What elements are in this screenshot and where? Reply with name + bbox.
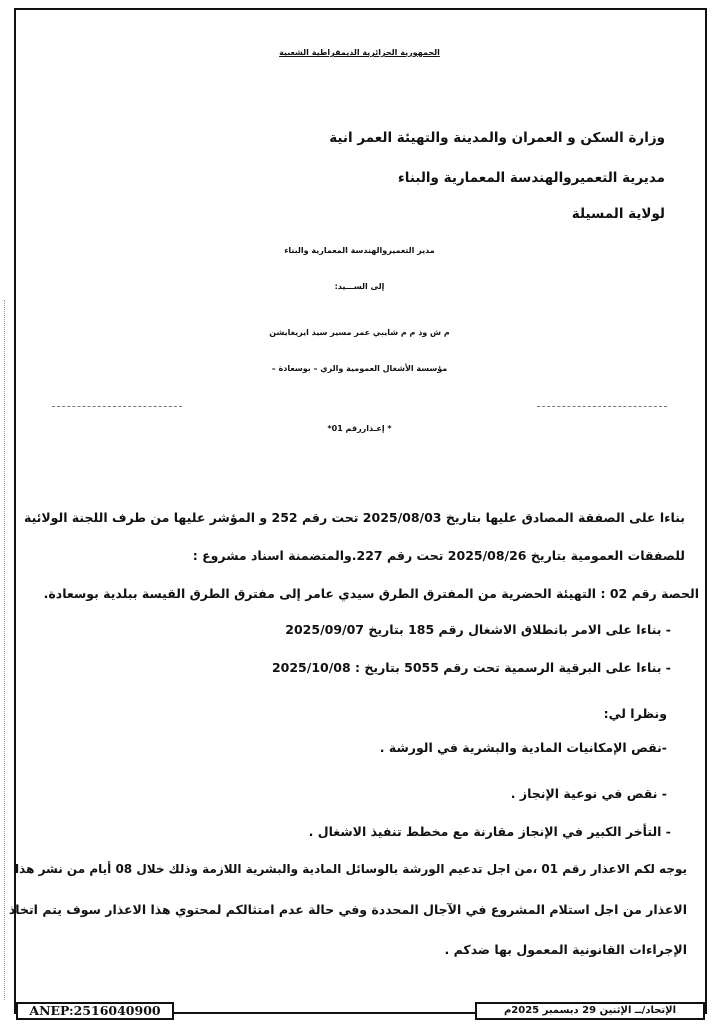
conclusion-line-2: الاعذار من اجل استلام المشروع في الآجال المحددة وفي حالة عدم امتثالكم لمحتوي هذا الاعذار سوف يتم اتخاذ xyxy=(8,902,687,917)
recipient-name: م ش وذ م م شايبي عمر مسير سيد ايريغايشن xyxy=(269,328,450,337)
body-paragraph-line-2: للصفقات العمومية بتاريخ 2025/08/26 تحت رقم 227.والمتضمنة اسناد مشروع : xyxy=(192,548,685,563)
recipient-company: مؤسسة الأشغال العمومية والري – بوسعادة – xyxy=(271,364,448,373)
body-paragraph-line-1: بناءا على الصفقة المصادق عليها بتاريخ 2025/08/03 تحت رقم 252 و المؤشر عليها من طرف اللجنة الولائية xyxy=(23,510,685,525)
bullet-start-order: - بناءا على الامر بانطلاق الاشغال رقم 185 بتاريخ 2025/09/07 xyxy=(285,622,671,637)
whereas-label: ونظرا لي: xyxy=(603,706,667,721)
reason-2: - نقص في نوعية الإنجاز . xyxy=(510,786,667,801)
director-title: مدير التعميروالهندسة المعمارية والبناء xyxy=(284,246,435,255)
conclusion-line-1: يوجه لكم الاعذار رقم 01 ،من اجل تدعيم الورشة بالوسائل المادية والبشرية اللازمة وذلك خلال 08 أيام من نشر هذا xyxy=(15,862,687,876)
province-name: لولاية المسيلة xyxy=(571,206,665,222)
recipient-to: إلى الســـيد: xyxy=(334,282,385,291)
reason-3: - التأخر الكبير في الإنجاز مقارنة مع مخطط تنفيذ الاشغال . xyxy=(308,824,671,839)
bullet-telegram: - بناءا على البرقية الرسمية تحت رقم 5055 بتاريخ : 2025/10/08 xyxy=(271,660,671,675)
project-lot: الحصة رقم 02 : التهيئة الحضرية من المفترق الطرق سيدي عامر إلى مفترق الطرق القيسة ببلدية بوسعادة. xyxy=(43,586,699,601)
newspaper-date: الإتحاد/ــ الإثنين 29 ديسمبر 2025م xyxy=(475,1002,705,1020)
conclusion-line-3: الإجراءات القانونية المعمول بها ضدكم . xyxy=(444,942,687,957)
notice-subject: * إعـذاررقم 01* xyxy=(327,424,392,433)
republic-title: الجمهورية الجزائرية الديمقراطية الشعبية xyxy=(279,48,440,57)
document-page xyxy=(8,10,701,1000)
ministry-name: وزارة السكن و العمران والمدينة والتهيئة العمر انية xyxy=(329,130,665,146)
margin-dots xyxy=(4,300,5,1000)
directorate-name: مديرية التعميروالهندسة المعمارية والبناء xyxy=(397,170,665,186)
anep-code: ANEP:2516040900 xyxy=(16,1002,174,1020)
separator-right xyxy=(537,406,667,407)
reason-1: -نقص الإمكانيات المادية والبشرية في الورشة . xyxy=(379,740,667,755)
separator-left xyxy=(52,406,182,407)
